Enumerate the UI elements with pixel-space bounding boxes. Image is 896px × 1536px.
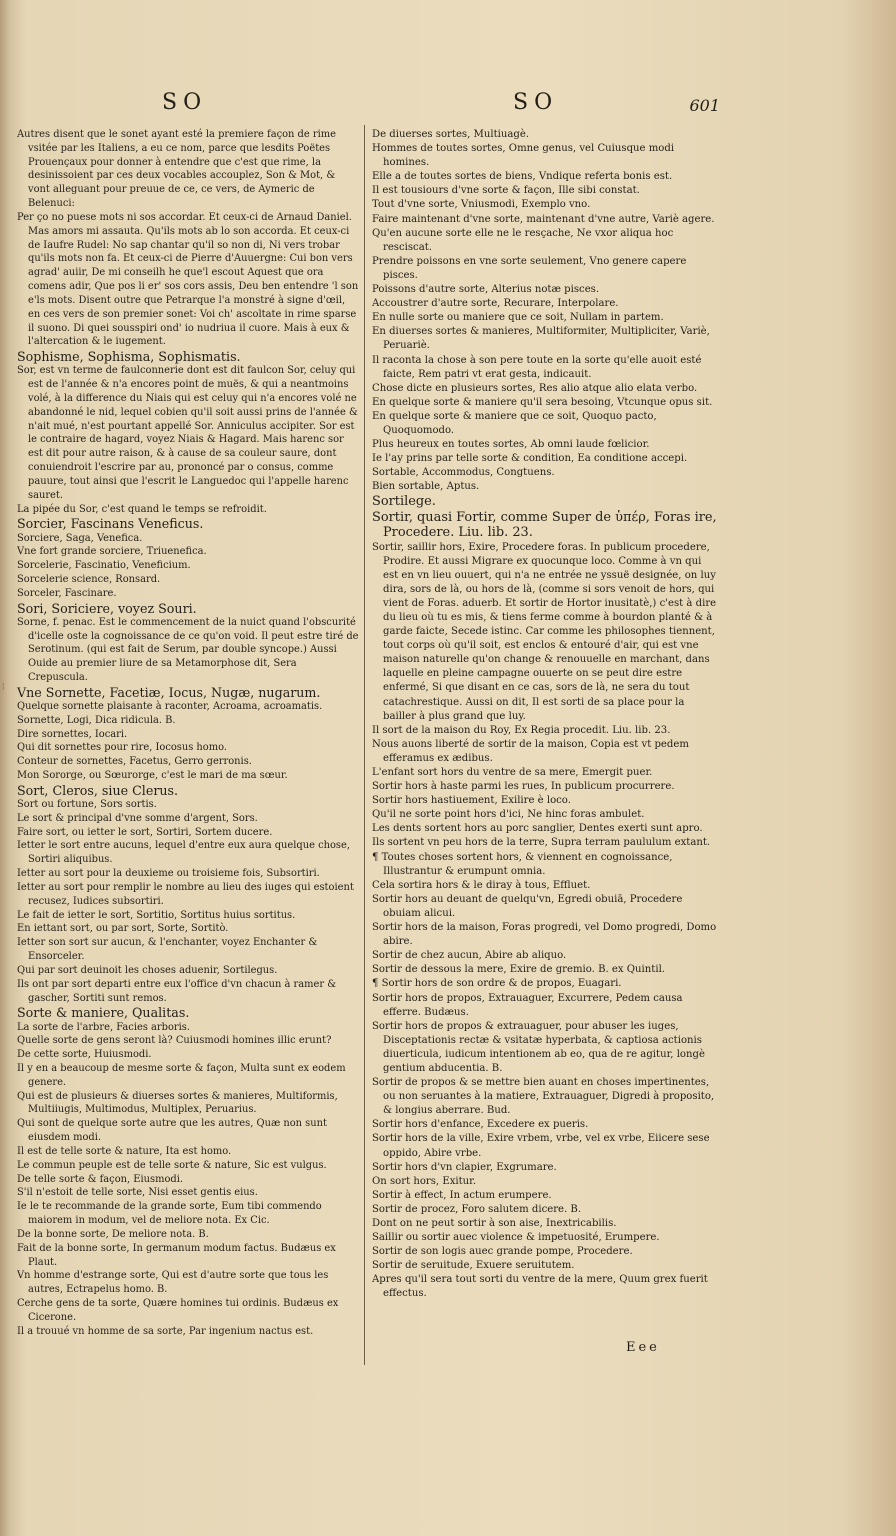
dictionary-entry: Sortir hors de la maison, Foras progredi, vel Domo progredi, Domo abire.: [372, 922, 717, 948]
signature-mark: Eee: [626, 1340, 660, 1355]
dictionary-entry: Ils ont par sort departi entre eux l'office d'vn chacun à ramer & gascher, Sortiti sunt remos.: [17, 978, 337, 1004]
dictionary-entry: Chose dicte en plusieurs sortes, Res alio atque alio elata verbo.: [372, 382, 698, 394]
dictionary-entry: ¶ Sortir hors de son ordre & de propos, Euagari.: [372, 978, 622, 990]
dictionary-entry: Mon Sororge, ou Sœurorge, c'est le mari de ma sœur.: [17, 770, 288, 782]
dictionary-entry: Sortir, quasi Fortir, comme Super de ὑπέρ, Foras ire, Procedere. Liu. lib. 23.: [372, 509, 717, 541]
dictionary-entry: Sortir hors à haste parmi les rues, In publicum procurrere.: [372, 781, 675, 793]
dictionary-entry: Le sort & principal d'vne somme d'argent, Sors.: [17, 812, 258, 824]
dictionary-entry: Hommes de toutes sortes, Omne genus, vel Cuiusque modi homines.: [372, 143, 675, 169]
dictionary-entry: Ie l'ay prins par telle sorte & condition, Ea conditione accepi.: [372, 453, 688, 465]
dictionary-entry: Accoustrer d'autre sorte, Recurare, Interpolare.: [372, 298, 619, 310]
dictionary-entry: Ietter au sort pour la deuxieme ou troisieme fois, Subsortiri.: [17, 868, 320, 880]
dictionary-entry: Sori, Soriciere, voyez Souri.: [17, 600, 197, 616]
dictionary-entry: Sortir à effect, In actum erumpere.: [372, 1189, 552, 1201]
dictionary-entry: En quelque sorte & maniere que ce soit, Quoquo pacto, Quoquomodo.: [372, 410, 657, 436]
dictionary-entry: Le fait de ietter le sort, Sortitio, Sortitus huius sortitus.: [17, 909, 296, 921]
dictionary-entry: Sophisme, Sophisma, Sophismatis.: [17, 349, 241, 365]
dictionary-entry: Qui dit sornettes pour rire, Iocosus homo.: [17, 742, 228, 754]
dictionary-entry: Il y en a beaucoup de mesme sorte & façon, Multa sunt ex eodem genere.: [17, 1062, 346, 1088]
dictionary-entry: La sorte de l'arbre, Facies arboris.: [17, 1021, 190, 1033]
dictionary-entry: Sorne, f. penac. Est le commencement de la nuict quand l'obscurité d'icelle oste la cognoissance de ce qu'on void. Il peut estre tiré de Serotinum. (qui est fait de Serum, par double syncope.) Aussi Ouide au premier liure de sa Metamorphose dit, Sera Crepuscula.: [17, 616, 359, 684]
dictionary-entry: Nous auons liberté de sortir de la maison, Copia est vt pedem efferamus ex ædibus.: [372, 738, 689, 764]
dictionary-entry: Poissons d'autre sorte, Alterius notæ pisces.: [372, 284, 600, 296]
dictionary-entry: De la bonne sorte, De meliore nota. B.: [17, 1228, 209, 1240]
dictionary-entry: Qui par sort deuinoit les choses aduenir, Sortilegus.: [17, 964, 278, 976]
dictionary-entry: En diuerses sortes & manieres, Multiformiter, Multipliciter, Variè, Peruariè.: [372, 326, 710, 352]
dictionary-entry: Quelle sorte de gens seront là? Cuiusmodi homines illic erunt?: [17, 1035, 332, 1047]
dictionary-entry: Le commun peuple est de telle sorte & nature, Sic est vulgus.: [17, 1159, 327, 1171]
dictionary-entry: Vne fort grande sorciere, Triuenefica.: [17, 546, 207, 558]
right-column: [372, 128, 718, 1338]
dictionary-entry: De telle sorte & façon, Eiusmodi.: [17, 1173, 184, 1185]
dictionary-entry: Sortir hors de propos & extrauaguer, pour abuser les iuges, Disceptationis rectæ & vsitatæ hyperbata, & captiosa actionis diuerticula, iudicum intentionem ab eo, qua de re agitur, longè gentium abducentia. B.: [372, 1020, 705, 1074]
dictionary-entry: Sortir hors de propos, Extrauaguer, Excurrere, Pedem causa efferre. Budæus.: [372, 992, 683, 1018]
gutter-mark: ¦: [2, 682, 5, 690]
dictionary-entry: Ietter le sort entre aucuns, lequel d'entre eux aura quelque chose, Sortiri aliquibus.: [17, 840, 350, 866]
dictionary-entry: L'enfant sort hors du ventre de sa mere, Emergit puer.: [372, 767, 653, 779]
dictionary-entry: Sortir hors d'enfance, Excedere ex pueris.: [372, 1119, 589, 1131]
dictionary-entry: Il est tousiours d'vne sorte & façon, Ille sibi constat.: [372, 185, 640, 197]
dictionary-entry: Il raconta la chose à son pere toute en la sorte qu'elle auoit esté faicte, Rem patri vt erat gesta, indicauit.: [372, 354, 702, 380]
dictionary-entry: S'il n'estoit de telle sorte, Nisi esset gentis eius.: [17, 1187, 258, 1199]
dictionary-entry: Ils sortent vn peu hors de la terre, Supra terram paululum extant.: [372, 837, 711, 849]
dictionary-entry: Plus heureux en toutes sortes, Ab omni laude fœlicior.: [372, 439, 650, 451]
dictionary-entry: Sorcier, Fascinans Veneficus.: [17, 516, 204, 532]
dictionary-entry: De diuerses sortes, Multiuagè.: [372, 129, 530, 140]
dictionary-entry: Sornette, Logi, Dica ridicula. B.: [17, 714, 176, 726]
dictionary-entry: Ietter son sort sur aucun, & l'enchanter, voyez Enchanter & Ensorceler.: [17, 937, 318, 963]
dictionary-entry: En quelque sorte & maniere qu'il sera besoing, Vtcunque opus sit.: [372, 396, 713, 408]
dictionary-entry: Les dents sortent hors au porc sanglier, Dentes exerti sunt apro.: [372, 823, 703, 835]
dictionary-entry: Autres disent que le sonet ayant esté la premiere façon de rime vsitée par les Italiens, a eu ce nom, parce que lesdits Poëtes Prouençaux pour donner à entendre que c'est que rime, la desinissoient par ces deux vocables accouplez, Son & Mot, & vont alleguant pour preuue de ce, ce vers, de Aymeric de Belenuci:: [17, 129, 336, 210]
dictionary-entry: Sortir de son logis auec grande pompe, Procedere.: [372, 1246, 633, 1258]
dictionary-entry: Sorciere, Saga, Venefica.: [17, 532, 143, 544]
left-running-head: SO: [162, 90, 208, 115]
dictionary-entry: En nulle sorte ou maniere que ce soit, Nullam in partem.: [372, 312, 664, 324]
dictionary-entry: Qui sont de quelque sorte autre que les autres, Quæ non sunt eiusdem modi.: [17, 1118, 327, 1144]
dictionary-entry: Qui est de plusieurs & diuerses sortes & manieres, Multiformis, Multiiugis, Multimodus, Multiplex, Peruarius.: [17, 1090, 338, 1116]
dictionary-entry: Sortable, Accommodus, Congtuens.: [372, 467, 555, 479]
dictionary-entry: Sor, est vn terme de faulconnerie dont est dit faulcon Sor, celuy qui est de l'année & n'a encores point de muës, & qui a neantmoins volé, à la difference du Niais qui est celuy qui n'a encores volé ne abandonné le nid, lequel cobien qu'il soit aussi prins de l'année & n'ait mué, n'est pourtant appellé Sor. Anniculus accipiter. Sor est le contraire de hagard, voyez Niais & Hagard. Mais harenc sor est dit pour autre raison, & à cause de sa couleur saure, dont conuiendroit l'escrire par au, prononcé par o consus, comme pauure, tout ainsi que l'escrit le Languedoc qui l'appelle harenc sauret.: [17, 365, 358, 501]
dictionary-entry: Faire maintenant d'vne sorte, maintenant d'vne autre, Variè agere.: [372, 213, 715, 225]
dictionary-entry: Quelque sornette plaisante à raconter, Acroama, acroamatis.: [17, 700, 323, 712]
dictionary-entry: Il a trouué vn homme de sa sorte, Par ingenium nactus est.: [17, 1325, 314, 1337]
dictionary-entry: Ietter au sort pour remplir le nombre au lieu des iuges qui estoient recusez, Iudices subsortiri.: [17, 881, 354, 907]
dictionary-entry: Sortir de chez aucun, Abire ab aliquo.: [372, 950, 567, 962]
dictionary-entry: Apres qu'il sera tout sorti du ventre de la mere, Quum grex fuerit effectus.: [372, 1274, 708, 1300]
dictionary-entry: Sortir de dessous la mere, Exire de gremio. B. ex Quintil.: [372, 964, 666, 976]
left-column: [17, 128, 359, 1340]
page-number: 601: [689, 96, 720, 115]
dictionary-entry: Faire sort, ou ietter le sort, Sortiri, Sortem ducere.: [17, 826, 273, 838]
dictionary-entry: Saillir ou sortir auec violence & impetuosité, Erumpere.: [372, 1232, 660, 1244]
dictionary-entry: Sorcelerie, Fascinatio, Veneficium.: [17, 560, 191, 572]
dictionary-entry: Sortir de procez, Foro salutem dicere. B.: [372, 1203, 582, 1215]
dictionary-entry: Dire sornettes, Iocari.: [17, 728, 128, 740]
dictionary-entry: Per ço no puese mots ni sos accordar. Et ceux-ci de Arnaud Daniel. Mas amors mi assauta. Qu'ils mots ab lo son accorda. Et ceux-ci de Iaufre Rudel: No sap chantar qu'il so non di, Ni vers trobar qu'ils mots non fa. Et ceux-ci de Pierre d'Auuergne: Cui bon vers agrad' auiir, De mi conseilh he que'l escout Aquest que ora comens adir, Que pos li er' sos cors assis, Deu ben entendre 'l son e'ls mots. Disent outre que Petrarque l'a monstré à signe d'œil, en ces vers de son premier sonet: Voi ch' ascoltate in rime sparse il suono. Di quei sousspiri ond' io nudriua il cuore. Mais à eux & l'altercation & le iugement.: [17, 211, 359, 348]
dictionary-entry: Sort, Cleros, siue Clerus.: [17, 782, 179, 798]
dictionary-entry: Sortir de propos & se mettre bien auant en choses impertinentes, ou non seruantes à la matiere, Extrauaguer, Digredi à proposito, & longius aberrare. Bud.: [372, 1077, 715, 1117]
dictionary-entry: Sortir hors d'vn clapier, Exgrumare.: [372, 1161, 557, 1173]
dictionary-entry: Sorcelerie science, Ronsard.: [17, 574, 161, 585]
column-divider: [364, 125, 365, 1365]
dictionary-entry: Sortir hors au deuant de quelqu'vn, Egredi obuiā, Procedere obuiam alicui.: [372, 893, 683, 919]
dictionary-entry: Fait de la bonne sorte, In germanum modum factus. Budæus ex Plaut.: [17, 1242, 336, 1268]
dictionary-entry: Sorte & maniere, Qualitas.: [17, 1005, 190, 1021]
dictionary-entry: Qu'il ne sorte point hors d'ici, Ne hinc foras ambulet.: [372, 809, 645, 821]
dictionary-entry: Sortir, saillir hors, Exire, Procedere foras. In publicum procedere, Prodire. Et aussi Migrare ex quocunque loco. Comme à vn qui est en vn lieu ouuert, qui n'a ne entrée ne yssuë designée, on luy dira, sors de là, ou hors de là, (comme si sors venoit de hors, qui vient de Foras. aduerb. Et sortir de Hortor inusitatè,) c'est à dire du lieu où tu es mis, & tiens ferme comme à bourdon planté & à garde faicte, Secede istinc. Car comme les philosophes tiennent, tout corps où qu'il soit, est enclos & entouré d'air, qui est vne maison naturelle qu'on change & renouuelle en marchant, dans laquelle en pleine campagne ouuerte on se peut dire estre enfermé, Si que disant en ce cas, sors de là, ne sera du tout catachrestique. Aussi on dit, Il est sorti de sa place pour la bailler à plus grand que luy.: [372, 541, 717, 722]
dictionary-entry: Qu'en aucune sorte elle ne le resçache, Ne vxor aliqua hoc resciscat.: [372, 227, 674, 253]
dictionary-entry: En iettant sort, ou par sort, Sorte, Sortitò.: [17, 923, 229, 935]
dictionary-entry: Vne Sornette, Facetiæ, Iocus, Nugæ, nugarum.: [17, 684, 321, 700]
dictionary-entry: On sort hors, Exitur.: [372, 1175, 477, 1187]
dictionary-entry: Vn homme d'estrange sorte, Qui est d'autre sorte que tous les autres, Ectrapelus homo. B.: [17, 1270, 329, 1296]
dictionary-entry: Sorceler, Fascinare.: [17, 587, 117, 599]
dictionary-entry: Il est de telle sorte & nature, Ita est homo.: [17, 1145, 232, 1157]
dictionary-entry: Sortir de seruitude, Exuere seruitutem.: [372, 1260, 575, 1272]
dictionary-entry: Elle a de toutes sortes de biens, Vndique referta bonis est.: [372, 171, 673, 183]
dictionary-entry: Tout d'vne sorte, Vniusmodi, Exemplo vno.: [372, 199, 591, 211]
dictionary-entry: Il sort de la maison du Roy, Ex Regia procedit. Liu. lib. 23.: [372, 724, 671, 736]
dictionary-entry: Sort ou fortune, Sors sortis.: [17, 799, 157, 810]
dictionary-entry: Cerche gens de ta sorte, Quære homines tui ordinis. Budæus ex Cicerone.: [17, 1298, 339, 1323]
dictionary-entry: De cette sorte, Huiusmodi.: [17, 1049, 152, 1061]
dictionary-entry: Sortir hors de la ville, Exire vrbem, vrbe, vel ex vrbe, Eiicere sese oppido, Abire vrbe.: [372, 1133, 710, 1159]
dictionary-entry: Cela sortira hors & le diray à tous, Effluet.: [372, 879, 591, 891]
dictionary-entry: Prendre poissons en vne sorte seulement, Vno genere capere pisces.: [372, 255, 687, 281]
dictionary-entry: Sortilege.: [372, 494, 436, 510]
dictionary-entry: Conteur de sornettes, Facetus, Gerro gerronis.: [17, 756, 252, 768]
dictionary-entry: Bien sortable, Aptus.: [372, 481, 480, 493]
center-running-head: SO: [513, 90, 559, 115]
dictionary-entry: Sortir hors hastiuement, Exilire è loco.: [372, 795, 571, 807]
dictionary-entry: La pipée du Sor, c'est quand le temps se refroidit.: [17, 503, 267, 515]
dictionary-entry: Ie le te recommande de la grande sorte, Eum tibi commendo maiorem in modum, vel de meliore nota. Ex Cic.: [17, 1201, 322, 1227]
dictionary-entry: Dont on ne peut sortir à son aise, Inextricabilis.: [372, 1218, 617, 1230]
dictionary-entry: ¶ Toutes choses sortent hors, & viennent en cognoissance, Illustrantur & erumpunt omnia.: [372, 851, 673, 877]
